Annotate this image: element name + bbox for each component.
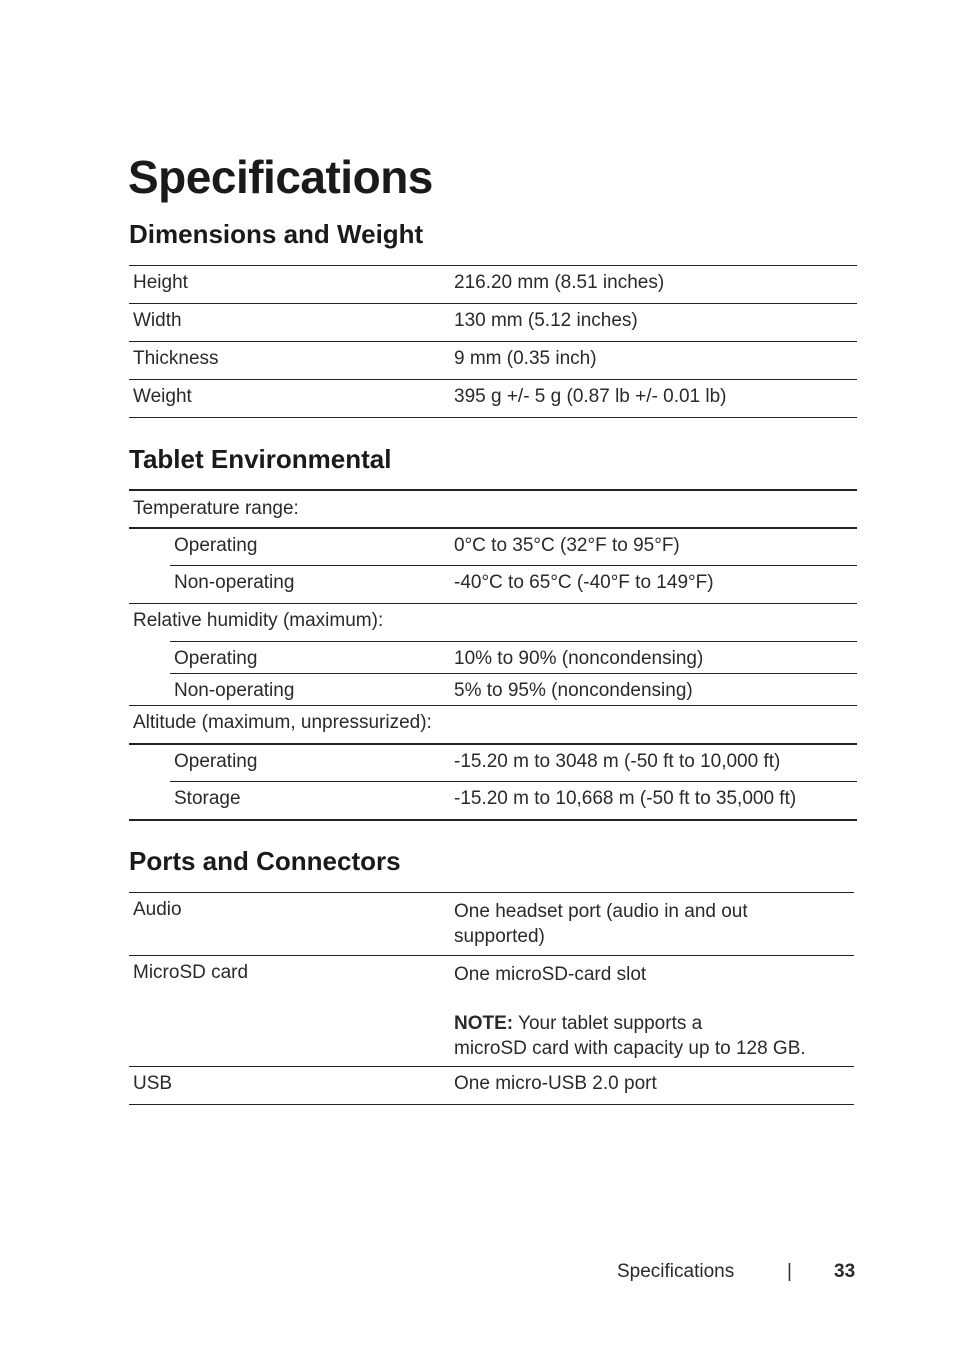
note-label: NOTE: (454, 1013, 514, 1034)
row-label: Storage (174, 788, 241, 809)
footer-section-label: Specifications (617, 1261, 735, 1282)
row-label: Non-operating (174, 572, 295, 593)
dimensions-table (129, 265, 857, 418)
row-value: -15.20 m to 10,668 m (-50 ft to 35,000 ft) (454, 788, 797, 809)
table-row (129, 303, 857, 341)
table-group-row (129, 603, 857, 641)
row-value: 5% to 95% (noncondensing) (454, 680, 693, 701)
note-text: Your tablet supports a (513, 1013, 703, 1034)
audio-value-line: supported) (454, 926, 545, 947)
table-row (129, 743, 857, 781)
table-row (170, 781, 857, 819)
environmental-heading: Tablet Environmental (129, 444, 392, 474)
page-number: 33 (834, 1261, 856, 1282)
note-text: microSD card with capacity up to 128 GB. (454, 1038, 806, 1059)
row-label: Non-operating (174, 680, 295, 701)
table-group-row (129, 489, 857, 527)
table-row (129, 265, 857, 303)
row-value: -15.20 m to 3048 m (-50 ft to 10,000 ft) (454, 751, 781, 772)
row-label: Width (133, 310, 182, 331)
table-row (129, 527, 857, 565)
table-row (129, 955, 854, 1066)
table-row (170, 565, 857, 603)
row-label: Operating (174, 751, 258, 772)
row-value (454, 899, 854, 949)
row-label: Operating (174, 648, 258, 669)
row-label: Weight (133, 386, 192, 407)
dimensions-heading: Dimensions and Weight (129, 219, 424, 249)
note (454, 1011, 854, 1061)
table-row (129, 892, 854, 955)
altitude-label: Altitude (maximum, unpressurized): (133, 712, 432, 733)
row-value: -40°C to 65°C (-40°F to 149°F) (454, 572, 714, 593)
environmental-table (129, 489, 857, 821)
audio-value-line: One headset port (audio in and out (454, 901, 748, 922)
table-row (170, 673, 857, 705)
row-label: Thickness (133, 348, 219, 369)
row-label: USB (133, 1073, 173, 1094)
table-bottom-rule (129, 417, 857, 418)
row-value: 395 g +/- 5 g (0.87 lb +/- 0.01 lb) (454, 386, 727, 407)
table-row (129, 1066, 854, 1104)
row-label: Height (133, 272, 188, 293)
row-value: 10% to 90% (noncondensing) (454, 648, 704, 669)
row-label: MicroSD card (133, 962, 249, 983)
table-row (170, 641, 857, 673)
table-bottom-rule (129, 1104, 854, 1105)
table-row (129, 379, 857, 417)
row-value: 130 mm (5.12 inches) (454, 310, 638, 331)
row-value: 0°C to 35°C (32°F to 95°F) (454, 535, 680, 556)
ports-heading: Ports and Connectors (129, 846, 401, 876)
ports-table (129, 892, 854, 1105)
row-value (454, 962, 854, 987)
footer-separator: | (787, 1261, 792, 1282)
row-value: One micro-USB 2.0 port (454, 1073, 657, 1094)
row-value: 9 mm (0.35 inch) (454, 348, 597, 369)
temperature-label: Temperature range: (133, 498, 299, 519)
microsd-value: One microSD-card slot (454, 964, 647, 985)
humidity-label: Relative humidity (maximum): (133, 610, 384, 631)
table-bottom-rule (129, 819, 857, 821)
table-group-row (129, 705, 857, 743)
row-label: Operating (174, 535, 258, 556)
page-title: Specifications (128, 151, 433, 203)
row-value: 216.20 mm (8.51 inches) (454, 272, 665, 293)
table-row (129, 341, 857, 379)
row-label: Audio (133, 899, 182, 920)
